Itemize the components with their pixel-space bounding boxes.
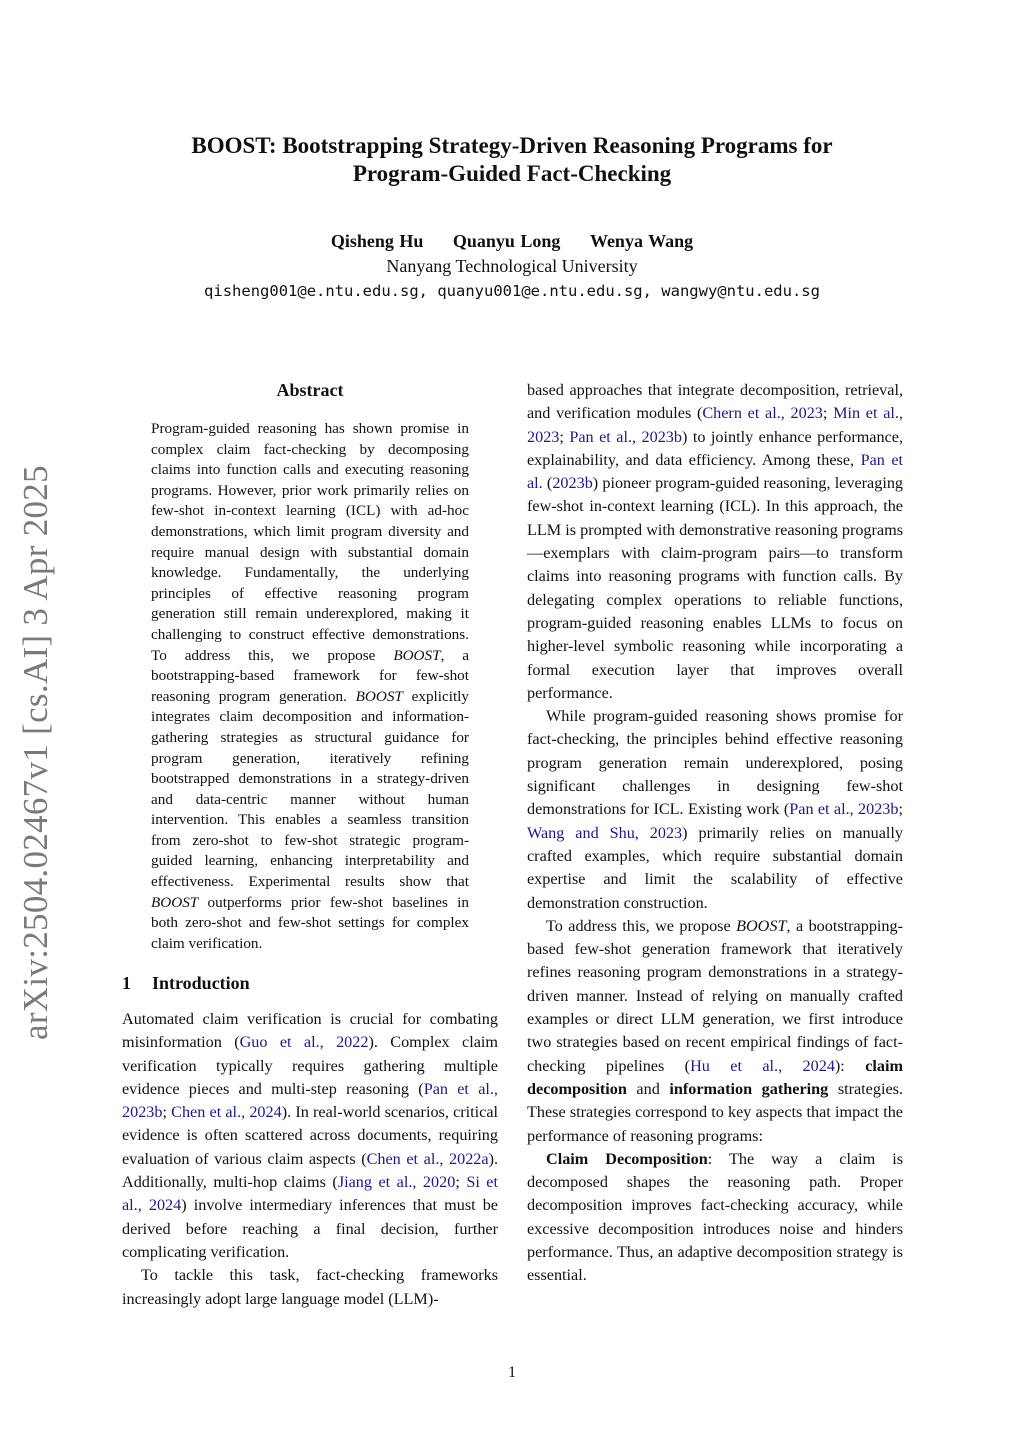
body-paragraph xyxy=(527,915,903,1148)
citation-link[interactable]: Chen et al., 2024 xyxy=(171,1103,282,1122)
citation-link[interactable]: Pan et al., 2023b xyxy=(122,1079,498,1122)
citation-link[interactable]: Chen et al., 2022a xyxy=(366,1149,489,1168)
body-paragraph xyxy=(527,1148,903,1288)
paper-title xyxy=(100,132,924,188)
citation-link[interactable]: Si et al., 2024 xyxy=(122,1173,498,1215)
affiliation: Nanyang Technological University xyxy=(386,256,638,276)
abstract-text: Program-guided reasoning has shown promise in complex claim fact-checking by decomposing claims into function calls and executing reasoning programs. However, prior work primarily relies on few-shot in-context learning (ICL) with ad-hoc demonstrations, which limit program diversity and require manual design with substantial domain knowledge. Fundamentally, the underlying principles of effective reasoning program generation still remain underexplored, making it challenging to construct effective demonstrations. To address this, we propose xyxy=(151,420,469,664)
section-title: Introduction xyxy=(152,973,250,993)
abstract-body xyxy=(151,419,469,954)
body-text: ): xyxy=(834,1056,866,1075)
abstract-paragraph xyxy=(151,419,469,954)
body-text: ). Additionally, multi-hop claims ( xyxy=(122,1149,499,1192)
citation-link[interactable]: Hu et al., 2024 xyxy=(690,1056,835,1075)
body-text: ; xyxy=(162,1103,172,1122)
boost-name: BOOST xyxy=(393,646,441,664)
left-column-body xyxy=(122,1008,498,1311)
boost-name: BOOST xyxy=(151,893,199,911)
body-text: ) pioneer program-guided reasoning, leveraging few-shot in-context learning (ICL). In this approach, the LLM is prompted with demonstrative reasoning programs—exemplars with claim-program pairs—to transform claims into reasoning programs with function calls. By delegating complex operations to reliable functions, program-guided reasoning enables LLMs to focus on higher-level symbolic reasoning while incorporating a formal execution layer that improves overall performance. xyxy=(527,474,904,702)
body-text: strategies. These strategies correspond to key aspects that impact the performance of reasoning programs: xyxy=(527,1079,903,1145)
body-text: ; xyxy=(822,404,834,423)
body-text: ; xyxy=(559,427,570,446)
body-text: ). Complex claim verification typically requires gathering multiple evidence pieces and multi-step reasoning ( xyxy=(122,1033,498,1098)
body-text: ). In real-world scenarios, critical evidence is often scattered across documents, requiring evaluation of various claim aspects ( xyxy=(122,1103,498,1168)
author-emails: qisheng001@e.ntu.edu.sg, quanyu001@e.ntu.edu.sg, wangwy@ntu.edu.sg xyxy=(204,282,820,300)
abstract-text: , a bootstrapping-based framework for few-shot reasoning program generation. xyxy=(151,646,469,705)
paragraph-lead: Claim Decomposition xyxy=(546,1149,708,1168)
body-text: , a bootstrapping-based few-shot generation framework that iteratively refines reasoning program demonstrations in a strategy-driven manner. Instead of relying on manually crafted examples or direct LLM generation, we first introduce two strategies based on recent empirical findings of fact-checking pipelines ( xyxy=(527,916,903,1075)
author-name: Wenya Wang xyxy=(589,231,694,251)
author-name: Quanyu Long xyxy=(452,231,561,251)
body-paragraph xyxy=(527,705,903,915)
citation-link[interactable]: Chern et al., 2023 xyxy=(702,404,823,423)
citation-link[interactable]: Guo et al., 2022 xyxy=(239,1033,369,1052)
page-number: 1 xyxy=(508,1364,516,1381)
body-text: While program-guided reasoning shows promise for fact-checking, the principles behind effective reasoning program generation remain underexplored, posing significant challenges in designing few-shot demonstrations for ICL. Existing work ( xyxy=(527,707,903,819)
citation-link[interactable]: Pan et al., 2023b xyxy=(789,800,899,819)
body-text: ) involve intermediary inferences that must be derived before reaching a final decision, further complicating verification. xyxy=(122,1196,498,1261)
body-text: based approaches that integrate decomposition, retrieval, and verification modules ( xyxy=(527,381,903,423)
abstract-text: outperforms prior few-shot baselines in both zero-shot and few-shot settings for complex claim verification. xyxy=(151,893,469,952)
body-paragraph xyxy=(122,1008,498,1264)
boost-name: BOOST xyxy=(736,916,787,935)
citation-link[interactable]: Pan et al. xyxy=(527,450,903,493)
citation-link[interactable]: Min et al., 2023 xyxy=(527,404,903,446)
boost-name: BOOST xyxy=(355,687,403,705)
citation-link[interactable]: 2023b xyxy=(552,474,593,493)
arxiv-side-stamp: arXiv:2504.02467v1 [cs.AI] 3 Apr 2025 xyxy=(16,465,55,1040)
body-text: and xyxy=(626,1079,670,1098)
title-line-1: BOOST: Bootstrapping Strategy-Driven Reasoning Programs for xyxy=(191,133,833,158)
body-text: ; xyxy=(898,800,903,819)
body-text: ( xyxy=(542,474,553,493)
abstract-heading: Abstract xyxy=(276,380,344,400)
right-column-body xyxy=(527,379,903,1288)
citation-link[interactable]: Wang and Shu, 2023 xyxy=(527,823,683,842)
title-line-2: Program-Guided Fact-Checking xyxy=(352,161,672,186)
citation-link[interactable]: Jiang et al., 2020 xyxy=(337,1173,456,1192)
body-text: To address this, we propose xyxy=(546,916,737,935)
abstract-text: explicitly integrates claim decomposition and information-gathering strategies as structural guidance for program generation, iteratively refining bootstrapped demonstrations in a strategy-driven and data-centric manner without human intervention. This enables a seamless transition from zero-shot to few-shot strategic program-guided learning, enhancing interpretability and effectiveness. Experimental results show that xyxy=(151,687,469,891)
section-heading-introduction xyxy=(122,971,250,995)
body-text: : The way a claim is decomposed shapes the reasoning path. Proper decomposition improves fact-checking accuracy, while excessive decomposition introduces noise and hinders performance. Thus, an adaptive decomposition strategy is essential. xyxy=(527,1149,904,1285)
body-paragraph: To tackle this task, fact-checking frameworks increasingly adopt large language model (LLM)- xyxy=(122,1266,498,1308)
body-text: ; xyxy=(455,1173,467,1192)
body-text: ) to jointly enhance performance, explainability, and data efficiency. Among these, xyxy=(527,427,904,469)
section-number: 1 xyxy=(122,973,131,993)
author-name: Qisheng Hu xyxy=(330,231,424,251)
bold-term: information gathering xyxy=(669,1079,829,1098)
bold-term: claim decomposition xyxy=(527,1056,903,1098)
body-text: ) primarily relies on manually crafted examples, which require substantial domain expertise and limit the scalability of effective demonstration construction. xyxy=(527,823,904,912)
body-paragraph xyxy=(527,379,903,705)
author-list xyxy=(100,230,924,252)
citation-link[interactable]: Pan et al., 2023b xyxy=(569,427,682,446)
body-text: Automated claim verification is crucial for combating misinformation ( xyxy=(122,1010,498,1052)
